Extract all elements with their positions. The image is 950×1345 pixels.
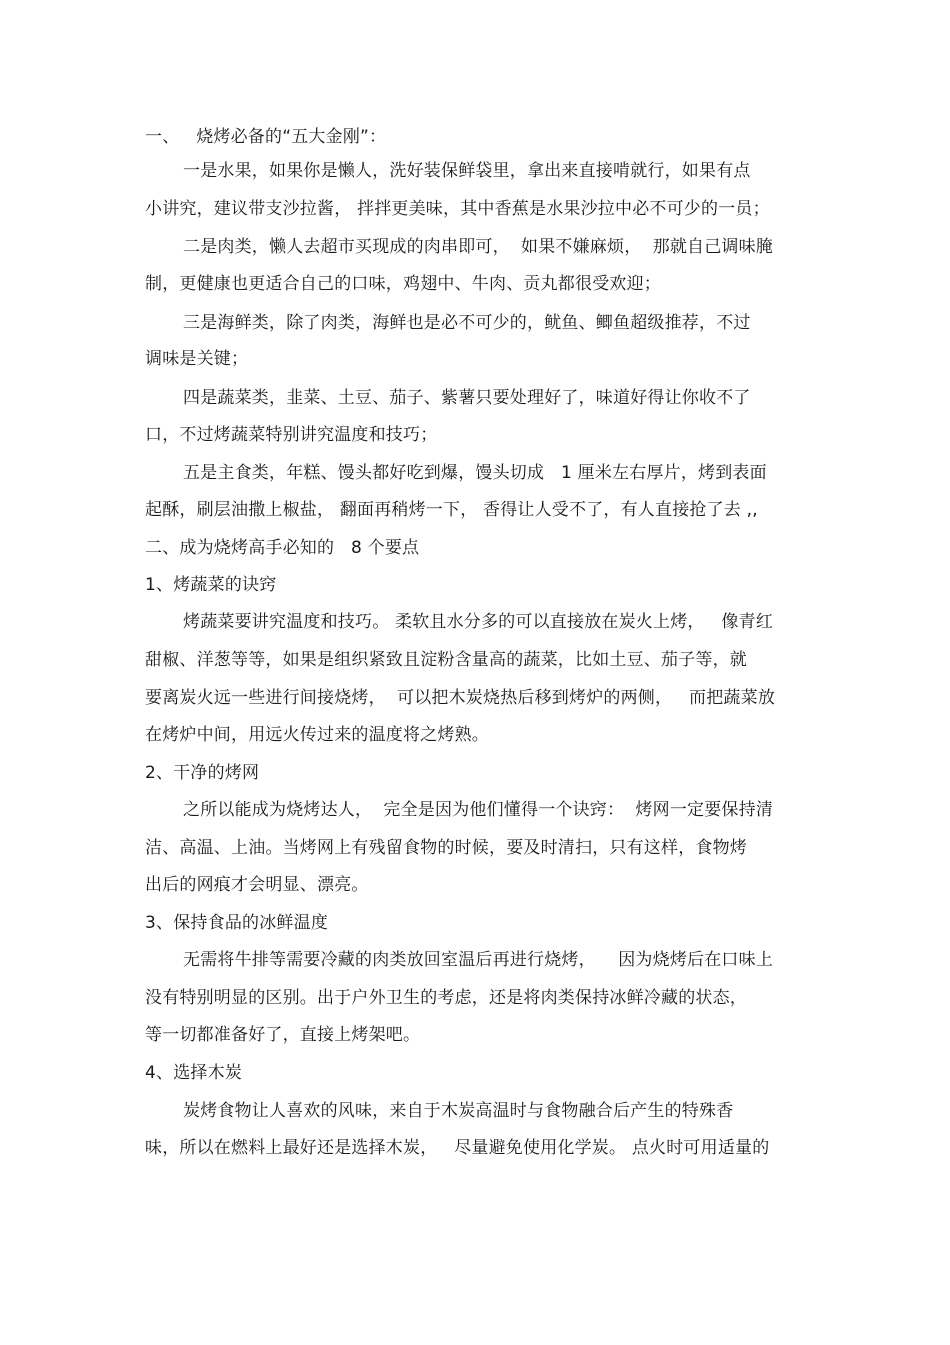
paragraph-line: 一是水果，如果你是懒人，洗好装保鲜袋里，拿出来直接啃就行，如果有点 bbox=[183, 161, 751, 181]
subheading-3: 3、保持食品的冰鲜温度 bbox=[145, 913, 329, 933]
paragraph-line: 炭烤食物让人喜欢的风味，来自于木炭高温时与食物融合后产生的特殊香 bbox=[183, 1101, 734, 1121]
paragraph-line: 要离炭火远一些进行间接烧烤， 可以把木炭烧热后移到烤炉的两侧， 而把蔬菜放 bbox=[145, 688, 776, 708]
paragraph-line: 味，所以在燃料上最好还是选择木炭， 尽量避免使用化学炭。 点火时可用适量的 bbox=[145, 1138, 770, 1158]
subheading-1: 1、烤蔬菜的诀窍 bbox=[145, 575, 277, 595]
paragraph-line: 之所以能成为烧烤达人， 完全是因为他们懂得一个诀窍： 烤网一定要保持清 bbox=[183, 800, 774, 820]
paragraph-line: 在烤炉中间，用远火传过来的温度将之烤熟。 bbox=[145, 725, 489, 745]
paragraph-line: 三是海鲜类，除了肉类，海鲜也是必不可少的，鱿鱼、鲫鱼超级推荐，不过 bbox=[183, 313, 751, 333]
paragraph-line: 五是主食类，年糕、馒头都好吃到爆，馒头切成 1 厘米左右厚片，烤到表面 bbox=[183, 463, 767, 483]
subheading-2: 2、干净的烤网 bbox=[145, 763, 260, 783]
paragraph-line: 甜椒、洋葱等等，如果是组织紧致且淀粉含量高的蔬菜，比如土豆、茄子等，就 bbox=[145, 650, 747, 670]
section-heading-1: 一、 烧烤必备的“五大金刚”： bbox=[145, 127, 387, 147]
paragraph-line: 烤蔬菜要讲究温度和技巧。 柔软且水分多的可以直接放在炭火上烤， 像青红 bbox=[183, 612, 774, 632]
paragraph-line: 洁、高温、上油。当烤网上有残留食物的时候，要及时清扫，只有这样，食物烤 bbox=[145, 838, 747, 858]
paragraph-line: 出后的网痕才会明显、漂亮。 bbox=[145, 875, 369, 895]
paragraph-line: 无需将牛排等需要冷藏的肉类放回室温后再进行烧烤， 因为烧烤后在口味上 bbox=[183, 950, 774, 970]
paragraph-line: 二是肉类，懒人去超市买现成的肉串即可， 如果不嫌麻烦， 那就自己调味腌 bbox=[183, 237, 774, 257]
paragraph-line: 没有特别明显的区别。出于户外卫生的考虑，还是将肉类保持冰鲜冷藏的状态， bbox=[145, 988, 747, 1008]
paragraph-line: 制，更健康也更适合自己的口味，鸡翅中、牛肉、贡丸都很受欢迎； bbox=[145, 274, 661, 294]
paragraph-line: 调味是关键； bbox=[145, 349, 249, 369]
subheading-4: 4、选择木炭 bbox=[145, 1063, 243, 1083]
paragraph-line: 起酥，刷层油撒上椒盐， 翻面再稍烤一下， 香得让人受不了，有人直接抢了去 ,, bbox=[145, 500, 758, 520]
paragraph-line: 等一切都准备好了，直接上烤架吧。 bbox=[145, 1025, 421, 1045]
paragraph-line: 小讲究，建议带支沙拉酱， 拌拌更美味，其中香蕉是水果沙拉中必不可少的一员； bbox=[145, 199, 770, 219]
paragraph-line: 四是蔬菜类，韭菜、土豆、茄子、紫薯只要处理好了，味道好得让你收不了 bbox=[183, 388, 751, 408]
section-heading-2: 二、成为烧烤高手必知的 8 个要点 bbox=[145, 538, 420, 558]
paragraph-line: 口，不过烤蔬菜特别讲究温度和技巧； bbox=[145, 425, 438, 445]
